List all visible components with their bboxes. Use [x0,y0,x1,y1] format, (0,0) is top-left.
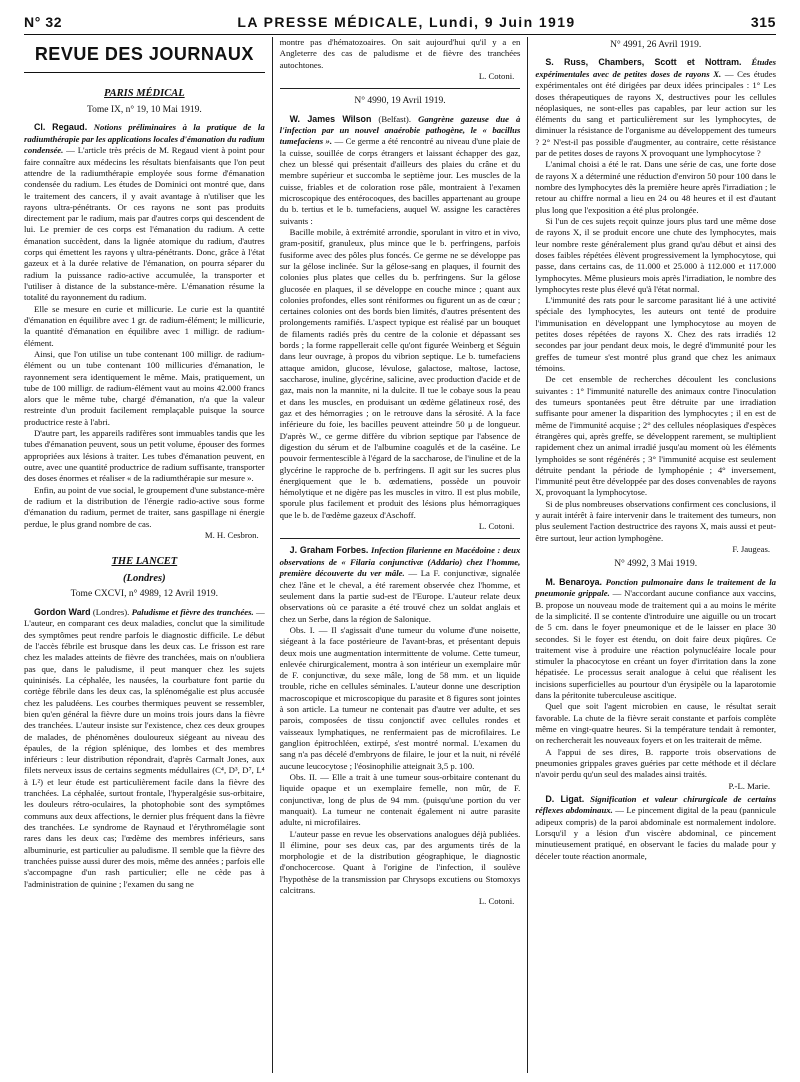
article-paragraph: Elle se mesure en curie et millicurie. Le curie est la quantité d'émanation en équilibre avec 1 gr. de radium-élément; le millicurie, la quantité d'émanation en équilibre avec 1 milligr. de radium-élément. [24,303,265,348]
section-title: REVUE DES JOURNAUX [24,43,265,73]
article-signature: L. Cotoni. [478,896,515,907]
article-text: — L'article très précis de M. Regaud vient à point pour faire connaître aux médecins les résultats bienfaisants que l'on peut attendre de la radiumthérapie employée sous forme d'émanation condensée du radium. Les études de Dominici ont montré que, dans le traitement des cancers, il y avait avantage à n'utiliser que les rayons ultra-pénétrants. Or ces rayons ne sont pas produits directement par le radium, mais par d'autres corps qui descendent de lui. Le premier de ces corps est l'émanation du radium. A cette émanation succèdent, dans la lignée atomique du radium, d'autres corps qui émettent les rayons γ ultra-pénétrants. Donc, grâce à l'état gazeux et à la durée relative de l'émanation, on pourra séparer du radium la puissance radio-active accumulée, la transporter et l'utiliser à distance de la substance-mère. L'émanation résume la totalité du rayonnement du radium. [24,145,265,303]
article-text: — Le pincement digital de la peau (pannicule adipeux compris) de la paroi abdominale est normalement indolore. Lorsqu'il y a lésion d'un viscère abdominal, ce pincement minutieusement pratiqué, en observant le facies du malade pour y déceler toute réaction anormale, [535,805,776,861]
article-affiliation: (Londres). [90,606,130,617]
article-signature: F. Jaugeas. [732,544,771,555]
journal-issue: N° 4991, 26 Avril 1919. [610,40,702,50]
article-author: M. Benaroya. [545,576,603,587]
article-title: Notions préliminaires à la pratique de la radiumthérapie par les applications locales d'émanation du radium condensée. [24,122,265,156]
article-text: — Ce germe a été rencontré au niveau d'une plaie de la cuisse, souillée de corps étrangers et laissant échapper des gaz, chez un blessé qui présentait d'ailleurs des plaies du crâne et du membre supérieur et succomba le septième jour. Les muscles de la cuisse, friables et de coloration rose pâle, montraient à l'examen microscopique des entérocoques, des bacilles appartenant au groupe du b. tertius et le b. tumefaciens, auquel W. assigne les caractères suivants : [279,136,521,226]
article-paragraph: Obs. I. — Il s'agissait d'une tumeur du volume d'une noisette, siégeant à la face postérieure de l'avant-bras, et présentant depuis deux mois une augmentation intermittente de volume. Cette tumeur, enlevée chirurgicalement, montra à son intérieur un exemplaire mûr de F. conjunctivæ, du sexe mâle, long de 58 mm. et un liquide trouble, riche en cellules séminales. L'auteur donne une description macroscopique et microscopique du parasite et 8 figures sont jointes à son article. La tumeur ne contenait pas d'autre ver adulte, et ses parois, composées de tissu conjonctif avec cellules rondes et vaisseaux lymphatiques, ne renfermaient pas de microfilaires. Le ganglion épitrochléen, extirpé, s'est montré normal. L'examen du sang n'a pas décelé d'embryons de filaire, le jour et la nuit, ni révélé aucune leucocytose ; l'éosinophilie atteignait 3,5 p. 100. [279,624,521,771]
article-paragraph: Enfin, au point de vue social, le groupement d'une substance-mère de radium et la distribution de l'énergie radio-active sous forme d'émanation du radium, permet de traiter, sans gaspillage ni énergie perdue, le plus grand nombre de cas. [24,484,265,529]
journal-location: (Londres) [123,572,166,584]
article-signature: P.-L. Marie. [728,780,771,791]
article-paragraph: De cet ensemble de recherches découlent les conclusions suivantes : 1° l'immunité naturelle des animaux contre l'inoculation des tumeurs spontanées peut être détruite par une irradiation suffisante pour amener la disparition des lymphocytes ; il en est de même de l'immunité acquise ; 2° des cellules néoplasiques d'espèces étrangères qui, après greffe, se développent rarement, se multiplient rapidement chez un animal irradié jusqu'au moment où les éléments lymphoïdes se sont régénérés ; 3° l'immunité acquise est seulement détruite pendant la période de lymphopénie ; 4° inversement, l'immunité peut être développée par des doses convenables de rayons X, provoquant la lymphocytose. [535,374,776,498]
article-forbes [280,545,521,624]
article-paragraph: Si l'un de ces sujets reçoit quinze jours plus tard une même dose de rayons X, il se produit encore une chute des lymphocytes, mais leur nombre reste généralement plus grand qu'au début et ainsi des doses faibles répétées élèvent progressivement la lymphocytose, qui passe, dans certains cas, de 11.000 et 25.000 à 112.000 et 117.000 lymphocytes. Même plusieurs mois après l'irradiation, le nombre des lymphocytes reste plus élevé qu'à l'état normal. [535,215,776,294]
article-title: Paludisme et fièvre des tranchées. [131,606,254,617]
article-signature: L. Cotoni. [478,70,515,81]
article-title: Infection filarienne en Macédoine : deux observations de « Filaria conjunctivæ (Addario) chez l'homme, première découverte du ver mâle. [279,545,521,579]
article-signature: M. H. Cesbron. [204,529,259,540]
article-text: — Ces études expérimentales ont été dirigées par deux idées principales : 1° Les doses thérapeutiques de rayons X, destructives pour les cellules néoplasiques, ne sont-elles pas capables, par leur action sur les éléments du sang et particulièrement sur les lymphocytes, de diminuer la résistance de l'organisme au développement des tumeurs ? 2° N'est-il pas possible d'augmenter, au contraire, cette résistance par de petites doses de rayons X provoquant une lymphocytose ? [535,68,776,159]
journal-issue: N° 4992, 3 Mai 1919. [614,559,698,570]
divider [280,538,521,539]
article-affiliation: (Belfast). [371,113,411,124]
article-author: S. Russ, Chambers, Scott et Nottram. [545,57,742,68]
columns [24,37,776,1073]
article-paragraph: Bacille mobile, à extrémité arrondie, sporulant in vitro et in vivo, gram-positif, granuleux, plus mince que le b. perfringens, parfois fusiforme avec des pôles plus foncés. Ce germe ne se développe pas sur la gélose inclinée. Sur la gélose-sang en plaques, il fournit des colonies plus plates que celles du b. perfringens. Sur la gélose glucosée en plaques, il se développe en couche mince ; quant aux colonies profondes, elles sont réniformes ou figurent un as de cœur ; certaines colonies ont des bords bien limités, d'autres présentent des prolongements ramifiés. L'aspect typique est réalisé par un bouquet de filaments radiés près du centre de la colonie et dépassant ses bords ; la forme rappellerait celle qu'ont figurée Weinberg et Séguin dans leur ouvrage, à propos du vibrion septique. Le b. tumefaciens attaque amidon, glucose, lévulose, galactose, maltose, lactose, saccharose, inuline, glycérine, salicine, avec production d'acide et de gaz, mais non la mannite, ni la dulcite. Il tue le cobaye sous la peau et dans les muscles, en produisant un œdème gélatineux rosé, des gaz et des hémorragies ; on le retrouve dans la sérosité. A la face inférieure du foie, les bacilles peuvent atteindre 50 μ de longueur. D'après W., ce germe diffère du vibrion septique par l'absence de digestion du sérum et de l'albumine coagulés et de la caséine. Le pouvoir fermentescible à l'égard de la saccharose, de l'inuline et de la glycérine le rapproche de b. perfringens. Il agit sur les sucres plus énergiquement que le b. œdematiens, possède un pouvoir hémolytique et ne digère pas les muscles in vitro. Il est plus mobile, sporule plus facilement et produit des lésions plus hémorragiques que le b. de l'œdème gazeux d'Aschoff. [279,226,521,520]
article-continuation: montre pas d'hématozoaires. On sait aujourd'hui qu'il y a en Angleterre des cas de paludisme et de fièvre des tranchées autochtones. [279,37,521,70]
journal-title: THE LANCET [111,556,178,568]
article-regaud [24,122,265,303]
article-title: Signification et valeur chirurgicale de certains réflexes abdominaux. [535,793,776,816]
divider [280,88,521,89]
article-paragraph: D'autre part, les appareils radifères sont immuables tandis que les tubes d'émanation peuvent, sous un petit volume, épouser des formes appropriées aux lésions à traiter. Les tubes d'émanation peuvent, en outre, avec une quantité productrice de radium suffisante, transporter des doses énormes et réaliser « de la radiumthérapie sur mesure ». [24,428,265,484]
issue-number: N° 32 [24,14,63,30]
article-title: Gangrène gazeuse due à l'infection par un nouvel anaérobie pathogène, le « bacillus tumefaciens ». [279,113,521,147]
article-author: Cl. Regaud. [34,122,88,133]
article-author: Gordon Ward [34,606,91,617]
journal-issue: Tome CXCVI, n° 4989, 12 Avril 1919. [70,589,218,600]
article-text: — La F. conjunctivæ, signalée chez l'âne et le cheval, a été rarement observée chez l'homme, et seulement dans la partie sud-est de l'Europe. L'auteur relate deux observations où ce parasite a été trouvé chez un soldat anglais et chez un Serbe, dans la région de Salonique. [279,568,521,624]
article-paragraph: A l'appui de ses dires, B. rapporte trois observations de pneumonies grippales graves guéries par cette méthode et il déclare n'avoir perdu qu'un seul des malades ainsi traités. [535,746,776,780]
article-paragraph: Si de plus nombreuses observations confirment ces conclusions, il y aurait intérêt à faire intervenir dans le traitement des tumeurs, non plus seulement l'action destructrice des rayons X, mais aussi et peut-être surtout, leur action lymphogène. [535,498,776,543]
article-paragraph: L'animal choisi a été le rat. Dans une série de cas, une forte dose de rayons X a déterminé une réduction d'environ 50 pour 100 dans le nombre des lymphocytes dès la première heure après l'irradiation ; le retour au chiffre normal a lieu en 24 ou 48 heures et il est d'autant plus long que l'exposition a été plus prolongée. [535,159,776,215]
article-text: — L'auteur, en comparant ces deux maladies, conclut que la similitude des symptômes peut rendre parfois le diagnostic difficile. Le début de l'accès fébrile est brusque dans les deux cas. Le frisson est rare chez les malades atteints de fièvre des tranchées, mais on n'oubliera pas que, dans le paludisme, il peut manquer chez les sujets quininisés. La céphalée, les nausées, la courbature font partie du cortège fébrile dans les deux cas, la splénomégalie est plus accusée chez les paludéens. Les courbes thermiques peuvent se ressembler, bien qu'en général la fièvre dure un moins trois jours dans la fièvre des tranchées. L'auteur insiste sur l'existence, chez ces deux groupes de malades, de phénomènes douloureux siégeant au niveau des épaules, de la région splénique, des lombes et des membres inférieurs : leur distribution répondrait, d'après Carmalt Jones, aux filets nerveux issus de certains segments médullaires (C⁴, D³, D⁷, L⁴ à L²) et leur étude est particulièrement facile dans la fièvre des tranchées. La céphalée, surtout frontale, l'hyperalgésie sus-orbitaire, les douleurs rétro-oculaires, la photophobie sont des symptômes communs aux deux affections, le dernier plus fréquent dans la fièvre des tranchées. Le syndrome de Raynaud et l'érythromélagie sont rares dans les deux cas; l'œdème des membres inférieurs, sans albuminurie, est particulier au paludisme. Il semble que la fièvre des tranchées puisse aussi durer des mois, même des années ; parfois elle s'accompagne d'un rash particulier; elle ne cède pas à l'administration de quinine ; l'examen du sang ne [24,606,265,889]
article-wilson [280,114,521,227]
article-paragraph: Quel que soit l'agent microbien en cause, le résultat serait favorable. La chute de la fièvre serait constante et parfois complète même en vingt-quatre heures. Si la température tendait à remonter, on rechercherait les nouveaux foyers et on les traiterait de même. [535,701,776,746]
article-signature: L. Cotoni. [478,521,515,532]
article-title: Études expérimentales avec de petites doses de rayons X. [535,57,776,79]
article-paragraph: Ainsi, que l'on utilise un tube contenant 100 milligr. de radium-élément ou un tube contenant 100 millicuries d'émanation, le rayonnement sera identiquement le même. Mais, pratiquement, un tube de 100 milligr. de radium-élément vaut au moins 42.000 francs alors que le même tube, chargé d'émanation, n'a que la valeur restreinte d'un produit facilement remplaçable puisque la source productrice reste à l'abri. [24,348,265,427]
column-3 [527,37,776,1073]
article-benaroya [535,577,776,702]
column-2 [272,37,528,1073]
article-paragraph: L'immunité des rats pour le sarcome parasitant lié à une activité spéciale des lymphocytes, les auteurs ont tenté de produire l'immunisation en développant une lymphocytose au moyen de petites doses répétées de rayons X. Chez des rats irradiés 12 secondes par jour pendant deux mois, le degré d'immunité pour les greffes de tumeur s'est montré plus grand que chez les animaux témoins. [535,295,776,374]
page-header [24,14,776,35]
article-paragraph: Obs. II. — Elle a trait à une tumeur sous-orbitaire contenant du liquide opaque et un exemplaire femelle, non mûr, de F. conjunctivæ, long de plus de 94 mm. (puisqu'une portion du ver manquait). La tumeur ne contenait également ni autre parasite adulte, ni microfilaires. [279,771,521,828]
article-author: J. Graham Forbes. [289,545,369,556]
page-number: 315 [750,14,776,30]
article-title: Ponction pulmonaire dans le traitement de la pneumonie grippale. [535,576,776,599]
journal-masthead: LA PRESSE MÉDICALE, Lundi, 9 Juin 1919 [237,14,576,30]
column-1 [24,37,272,1073]
article-russ [535,57,776,159]
article-ward [24,607,265,890]
journal-issue: N° 4990, 19 Avril 1919. [354,96,446,107]
article-ligat [535,794,776,862]
article-text: — N'accordant aucune confiance aux vaccins, B. propose un nouveau mode de traitement qui a au moins le mérite de la simplicité. Il se contente d'introduire une aiguille ou un trocart de 5 cm. dans le foyer pneumonique et de le laisser en place 30 secondes. Si le foyer est étendu, on doit faire deux piqûres. Ce traitement vise à produire une réaction polynucléaire locale pour stimuler la phacocytose en créant un foyer d'irritation dans la zone hépatisée. Le processus serait analogue à celui que réalisent les incisions superficielles au pourtour d'un érysipèle ou la laparotomie dans la péritonite tuberculeuse ascitique. [535,588,776,701]
article-author: D. Ligat. [545,793,585,804]
journal-title: PARIS MÉDICAL [104,88,185,100]
article-paragraph: L'auteur passe en revue les observations analogues déjà publiées. Il élimine, pour ses deux cas, par des arguments tirés de la morphologie et de la distribution géographique, le diagnostic d'onchocercose. Quant à l'origine de l'infection, il soulève l'hypothèse de la transmission par Chrysops excutiens ou Stomoxys calcitrans. [279,828,521,896]
article-author: W. James Wilson [289,113,372,124]
journal-issue: Tome IX, n° 19, 10 Mai 1919. [86,105,202,116]
